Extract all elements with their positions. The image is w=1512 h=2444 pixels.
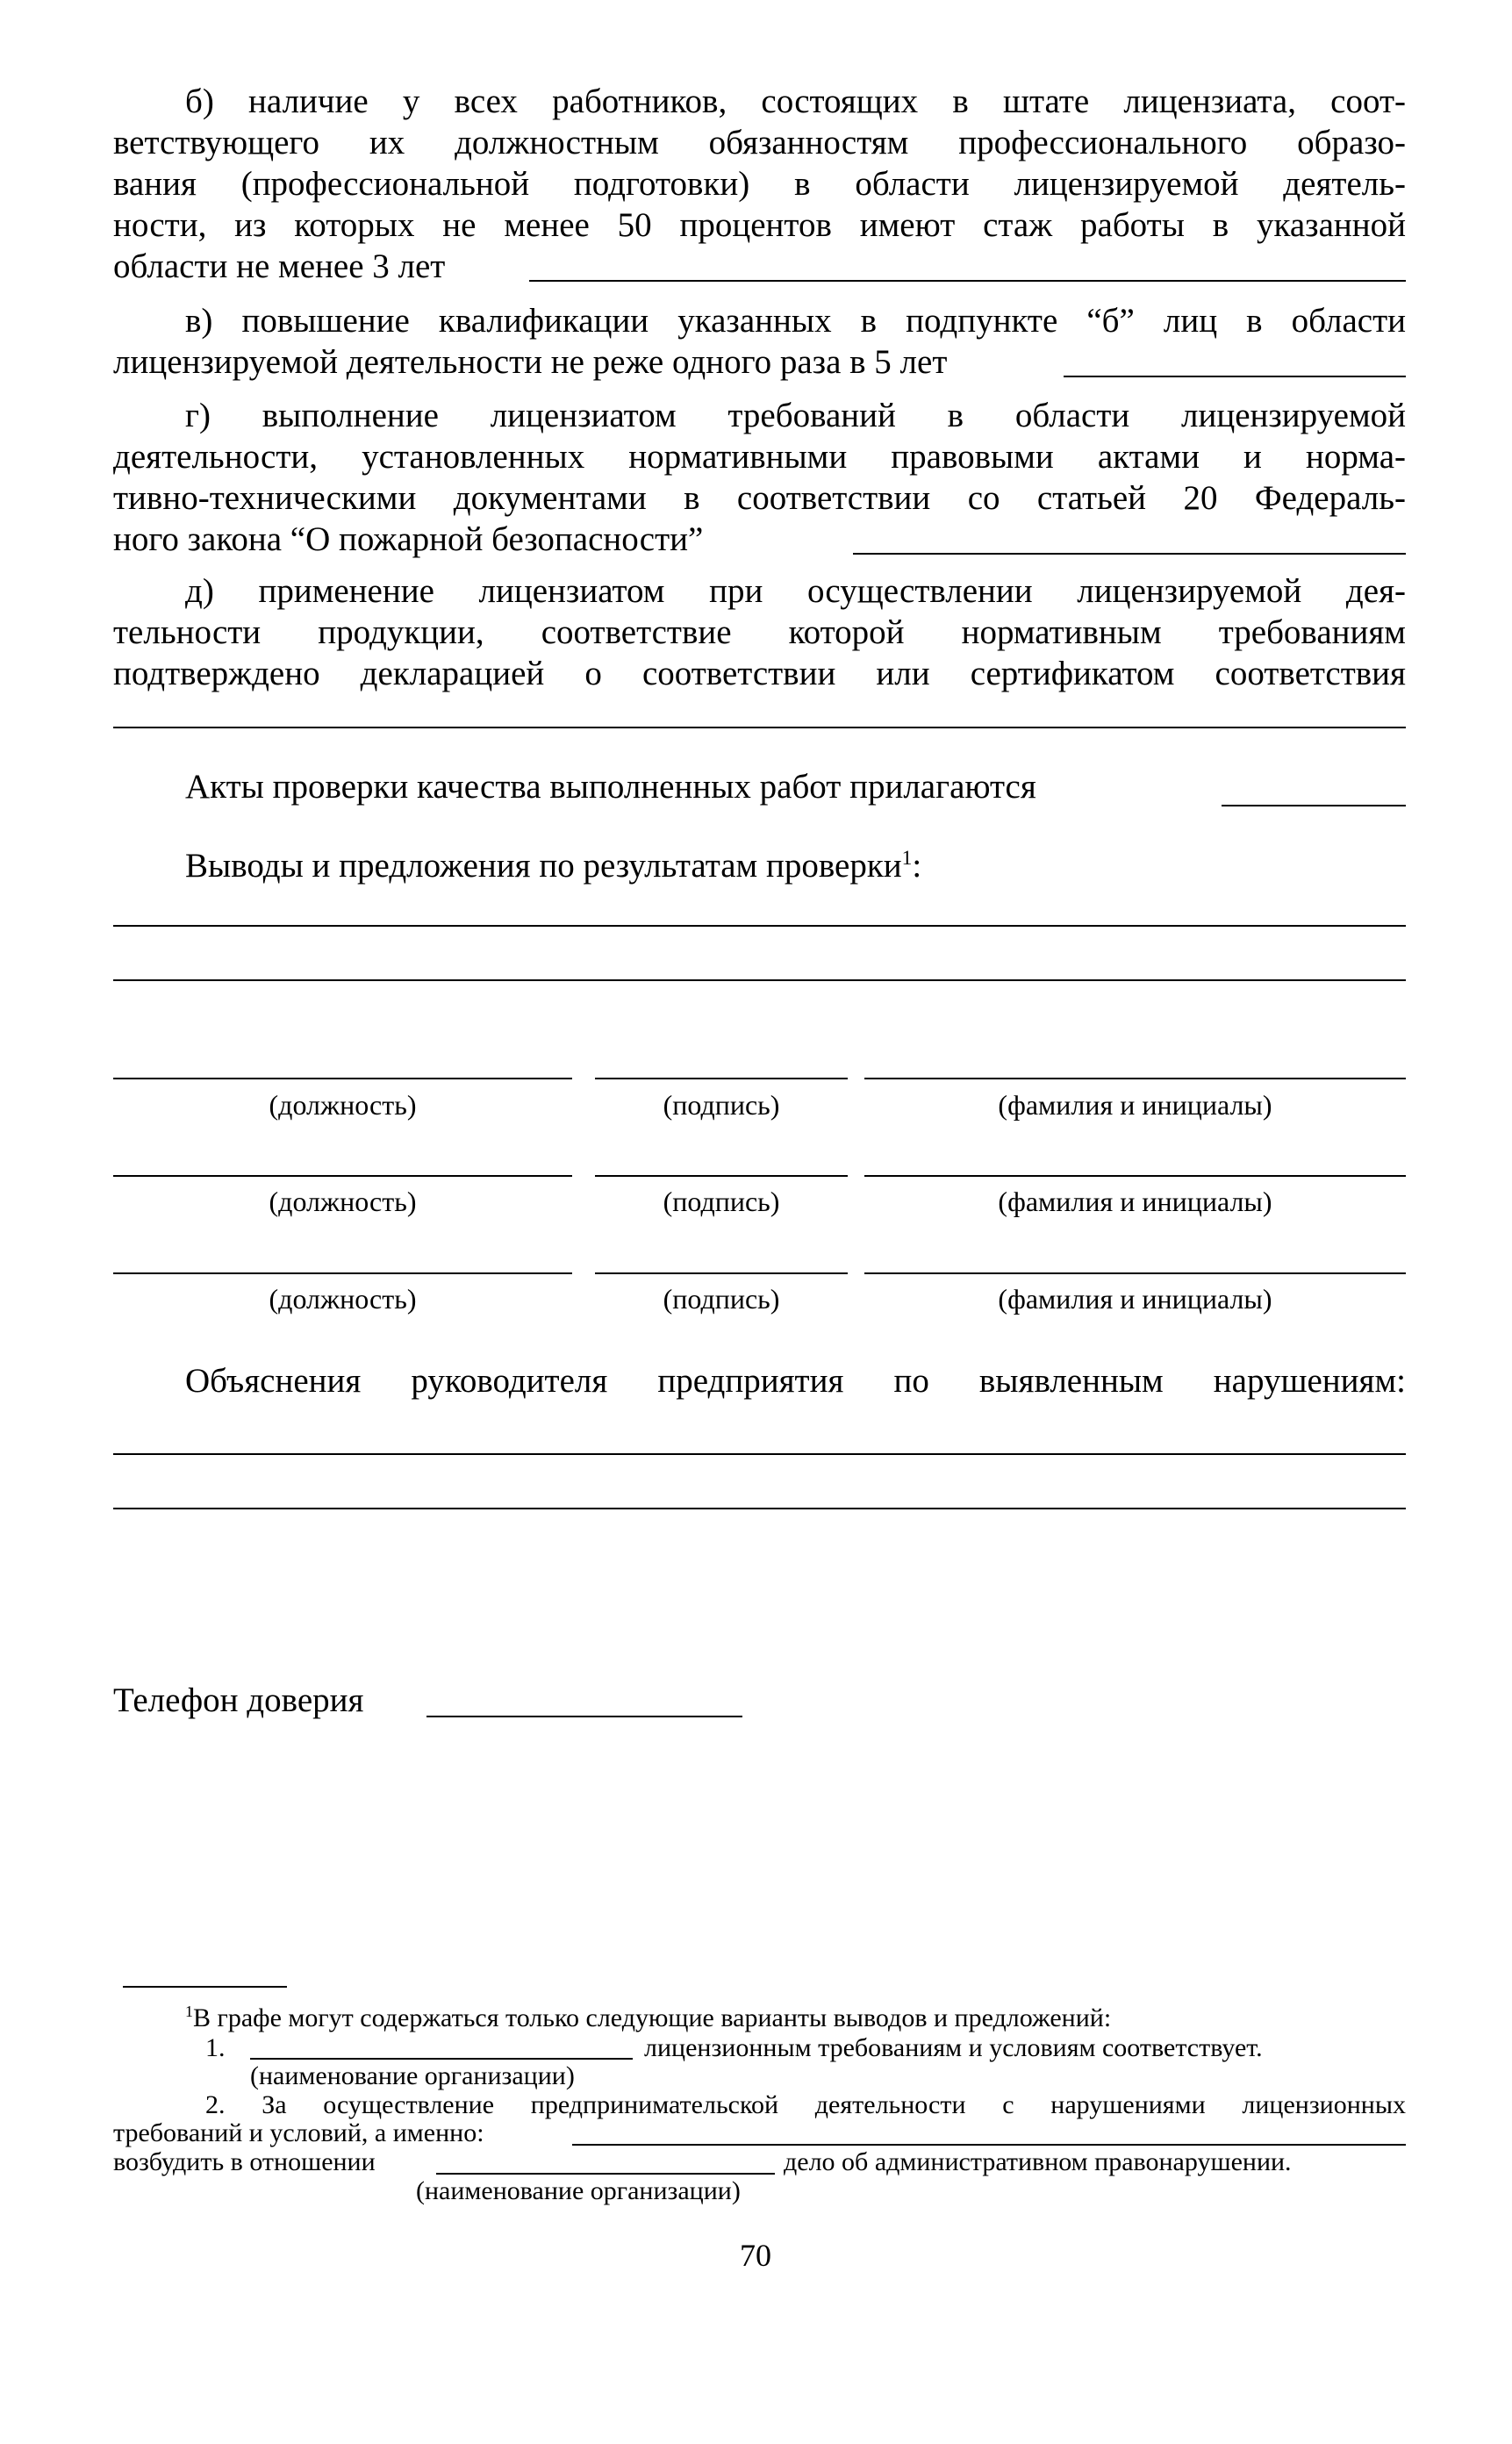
phone-fill-line: [426, 1716, 742, 1717]
footnote-intro: $^1$В графе могут содержаться только следующие варианты выводов и предложений:: [185, 2003, 1112, 2032]
para-g-fill-line: [853, 553, 1406, 555]
footnote-item-2-line-3b: дело об административном правонарушении.: [784, 2147, 1292, 2176]
footnote-item-1-text: лицензионным требованиям и условиям соответствует.: [644, 2033, 1263, 2062]
name-caption: (фамилия и инициалы): [998, 1089, 1272, 1121]
conclusions-line-1: [113, 925, 1406, 927]
signature-line: [595, 1175, 848, 1177]
para-v-line-2: лицензируемой деятельности не реже одного раза в 5 лет: [113, 343, 948, 381]
page-number: 70: [740, 2238, 771, 2273]
para-g-line-4: ного закона “О пожарной безопасности”: [113, 520, 704, 558]
position-caption: (должность): [269, 1089, 417, 1121]
position-line: [113, 1078, 572, 1079]
para-d-fill-line: [113, 727, 1406, 728]
explanations-line-2: [113, 1508, 1406, 1509]
para-g-line-2: деятельности, установленных нормативными правовыми актами и норма-: [113, 438, 1406, 476]
footnote-item-1-fill-line: [250, 2058, 633, 2060]
position-caption: (должность): [269, 1283, 417, 1315]
para-v-fill-line: [1064, 376, 1406, 377]
signature-line: [595, 1272, 848, 1274]
para-g-line-3: тивно-техническими документами в соответствии со статьей 20 Федераль-: [113, 479, 1406, 517]
footnote-item-1-num: 1.: [205, 2033, 226, 2062]
footnote-item-2-fill-line: [572, 2144, 1406, 2146]
acts-label: Акты проверки качества выполненных работ прилагаются: [185, 768, 1036, 806]
conclusions-label: Выводы и предложения по результатам проверки$^1$:: [185, 847, 922, 885]
para-b-fill-line: [529, 280, 1406, 282]
para-b-line-3: вания (профессиональной подготовки) в области лицензируемой деятель-: [113, 165, 1406, 203]
para-d-line-3: подтверждено декларацией о соответствии или сертификатом соответствия: [113, 655, 1406, 692]
para-b-line-2: ветствующего их должностным обязанностям профессионального образо-: [113, 124, 1406, 161]
para-d-line-1: д) применение лицензиатом при осуществлении лицензируемой дея-: [185, 572, 1406, 610]
name-caption: (фамилия и инициалы): [998, 1283, 1272, 1315]
signature-line: [595, 1078, 848, 1079]
para-d-line-2: тельности продукции, соответствие которой нормативным требованиям: [113, 613, 1406, 651]
explanations-label: Объяснения руководителя предприятия по выявленным нарушениям:: [185, 1362, 1406, 1400]
footnote-item-2-line-2: требований и условий, а именно:: [113, 2118, 484, 2147]
signature-caption: (подпись): [663, 1283, 780, 1315]
para-b-line-5: области не менее 3 лет: [113, 247, 446, 285]
position-line: [113, 1272, 572, 1274]
footnote-item-2-caption: (наименование организации): [416, 2176, 741, 2205]
footnote-item-1-caption: (наименование организации): [250, 2061, 575, 2090]
position-line: [113, 1175, 572, 1177]
para-v-line-1: в) повышение квалификации указанных в подпункте “б” лиц в области: [185, 302, 1406, 340]
footnote-ref: 1: [901, 847, 913, 870]
name-line: [864, 1078, 1406, 1079]
footnote-marker: 1: [185, 2003, 193, 2020]
conclusions-line-2: [113, 979, 1406, 981]
signature-caption: (подпись): [663, 1089, 780, 1121]
para-g-line-1: г) выполнение лицензиатом требований в области лицензируемой: [185, 397, 1406, 434]
acts-fill-line: [1222, 805, 1406, 806]
footnote-separator: [123, 1986, 287, 1988]
para-b-line-4: ности, из которых не менее 50 процентов имеют стаж работы в указанной: [113, 206, 1406, 244]
footnote-item-2-line-1: 2. За осуществление предпринимательской деятельности с нарушениями лицензионных: [205, 2090, 1406, 2119]
explanations-line-1: [113, 1453, 1406, 1455]
footnote-item-2-org-line: [436, 2173, 775, 2175]
name-line: [864, 1272, 1406, 1274]
footnote-item-2-line-3a: возбудить в отношении: [113, 2147, 376, 2176]
signature-caption: (подпись): [663, 1186, 780, 1217]
name-caption: (фамилия и инициалы): [998, 1186, 1272, 1217]
position-caption: (должность): [269, 1186, 417, 1217]
name-line: [864, 1175, 1406, 1177]
phone-label: Телефон доверия: [113, 1681, 364, 1719]
para-b-line-1: б) наличие у всех работников, состоящих в штате лицензиата, соот-: [185, 82, 1406, 120]
